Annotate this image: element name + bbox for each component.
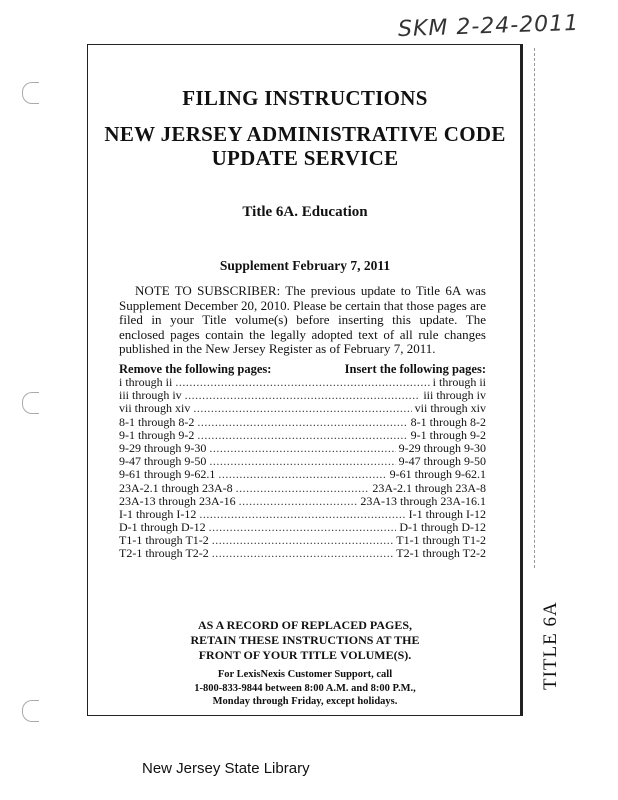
page-subtitle-line2: UPDATE SERVICE bbox=[211, 146, 399, 170]
insert-pages: 8-1 through 8-2 bbox=[410, 414, 486, 429]
remove-pages: 23A-13 through 23A-16 bbox=[119, 493, 236, 508]
remove-pages: 9-61 through 9-62.1 bbox=[119, 467, 216, 482]
supplement-date: Supplement February 7, 2011 bbox=[219, 258, 391, 273]
list-header bbox=[119, 362, 486, 376]
insert-pages: T2-1 through T2-2 bbox=[396, 546, 486, 561]
insert-pages: T1-1 through T1-2 bbox=[396, 533, 486, 548]
remove-pages: 9-47 through 9-50 bbox=[119, 454, 207, 469]
insert-pages: D-1 through D-12 bbox=[399, 520, 486, 535]
leader-dots bbox=[197, 416, 407, 429]
table-row bbox=[119, 402, 486, 415]
leader-dots bbox=[199, 508, 405, 521]
remove-pages: D-1 through D-12 bbox=[119, 520, 206, 535]
remove-pages: T2-1 through T2-2 bbox=[119, 546, 209, 561]
leader-dots bbox=[175, 376, 429, 389]
title-section: Title 6A. Education bbox=[242, 204, 368, 220]
punch-hole-mark bbox=[22, 82, 39, 104]
insert-pages: 23A-2.1 through 23A-8 bbox=[372, 480, 486, 495]
remove-header: Remove the following pages: bbox=[119, 362, 272, 376]
subscriber-note: NOTE TO SUBSCRIBER: The previous update to Title 6A was Supplement December 20, 2010. Please be certain that those pages are filed in your Title volume(s) before inserting this update. The enclosed pages contain the legally adopted text of all rule changes published in the New Jersey Register as of February 7, 2011. bbox=[119, 283, 486, 357]
table-row bbox=[119, 468, 486, 481]
insert-pages: 9-1 through 9-2 bbox=[410, 427, 486, 442]
leader-dots bbox=[209, 521, 397, 534]
insert-pages: i through ii bbox=[432, 375, 486, 389]
tab-divider-rule bbox=[520, 44, 522, 716]
customer-support: For LexisNexis Customer Support, call 1-800-833-9844 between 8:00 A.M. and 8:00 P.M., Monday through Friday, except holidays. bbox=[194, 669, 416, 707]
insert-header: Insert the following pages: bbox=[344, 362, 486, 376]
insert-pages: 9-29 through 9-30 bbox=[398, 440, 486, 455]
tab-label: TITLE 6A bbox=[540, 601, 561, 690]
page-rows bbox=[119, 376, 486, 561]
leader-dots bbox=[239, 495, 358, 508]
remove-pages: 8-1 through 8-2 bbox=[119, 414, 195, 429]
record-notice: AS A RECORD OF REPLACED PAGES, RETAIN THESE INSTRUCTIONS AT THE FRONT OF YOUR TITLE VOLUME(S). bbox=[190, 618, 420, 662]
insert-pages: vii through xiv bbox=[414, 401, 486, 416]
leader-dots bbox=[209, 455, 395, 468]
insert-pages: 9-61 through 9-62.1 bbox=[389, 467, 486, 482]
insert-pages: 9-47 through 9-50 bbox=[398, 454, 486, 469]
table-row bbox=[119, 482, 486, 495]
punch-hole-mark bbox=[22, 700, 39, 722]
library-stamp: New Jersey State Library bbox=[142, 760, 310, 777]
remove-pages: 9-29 through 9-30 bbox=[119, 440, 207, 455]
leader-dots bbox=[212, 547, 393, 560]
remove-pages: I-1 through I-12 bbox=[119, 506, 197, 521]
remove-pages: 9-1 through 9-2 bbox=[119, 427, 195, 442]
remove-pages: i through ii bbox=[119, 375, 173, 389]
leader-dots bbox=[236, 482, 370, 495]
punch-hole-mark bbox=[22, 392, 39, 414]
leader-dots bbox=[197, 429, 407, 442]
table-row bbox=[119, 429, 486, 442]
remove-pages: 23A-2.1 through 23A-8 bbox=[119, 480, 233, 495]
table-row bbox=[119, 495, 486, 508]
leader-dots bbox=[209, 442, 395, 455]
remove-pages: vii through xiv bbox=[119, 401, 191, 416]
insert-pages: 23A-13 through 23A-16.1 bbox=[360, 493, 486, 508]
leader-dots bbox=[212, 534, 393, 547]
remove-pages: iii through iv bbox=[119, 388, 182, 403]
table-row bbox=[119, 416, 486, 429]
page-replacement-list bbox=[119, 362, 486, 561]
leader-dots bbox=[193, 402, 411, 415]
page-subtitle-line1: NEW JERSEY ADMINISTRATIVE CODE bbox=[104, 122, 506, 146]
handwritten-annotation: SKM 2-24-2011 bbox=[397, 10, 580, 43]
insert-pages: I-1 through I-12 bbox=[408, 506, 486, 521]
tab-dashed-line bbox=[534, 48, 535, 568]
remove-pages: T1-1 through T1-2 bbox=[119, 533, 209, 548]
insert-pages: iii through iv bbox=[423, 388, 486, 403]
table-row bbox=[119, 547, 486, 560]
leader-dots bbox=[218, 468, 386, 481]
leader-dots bbox=[185, 389, 421, 402]
page-title: FILING INSTRUCTIONS bbox=[182, 86, 428, 110]
